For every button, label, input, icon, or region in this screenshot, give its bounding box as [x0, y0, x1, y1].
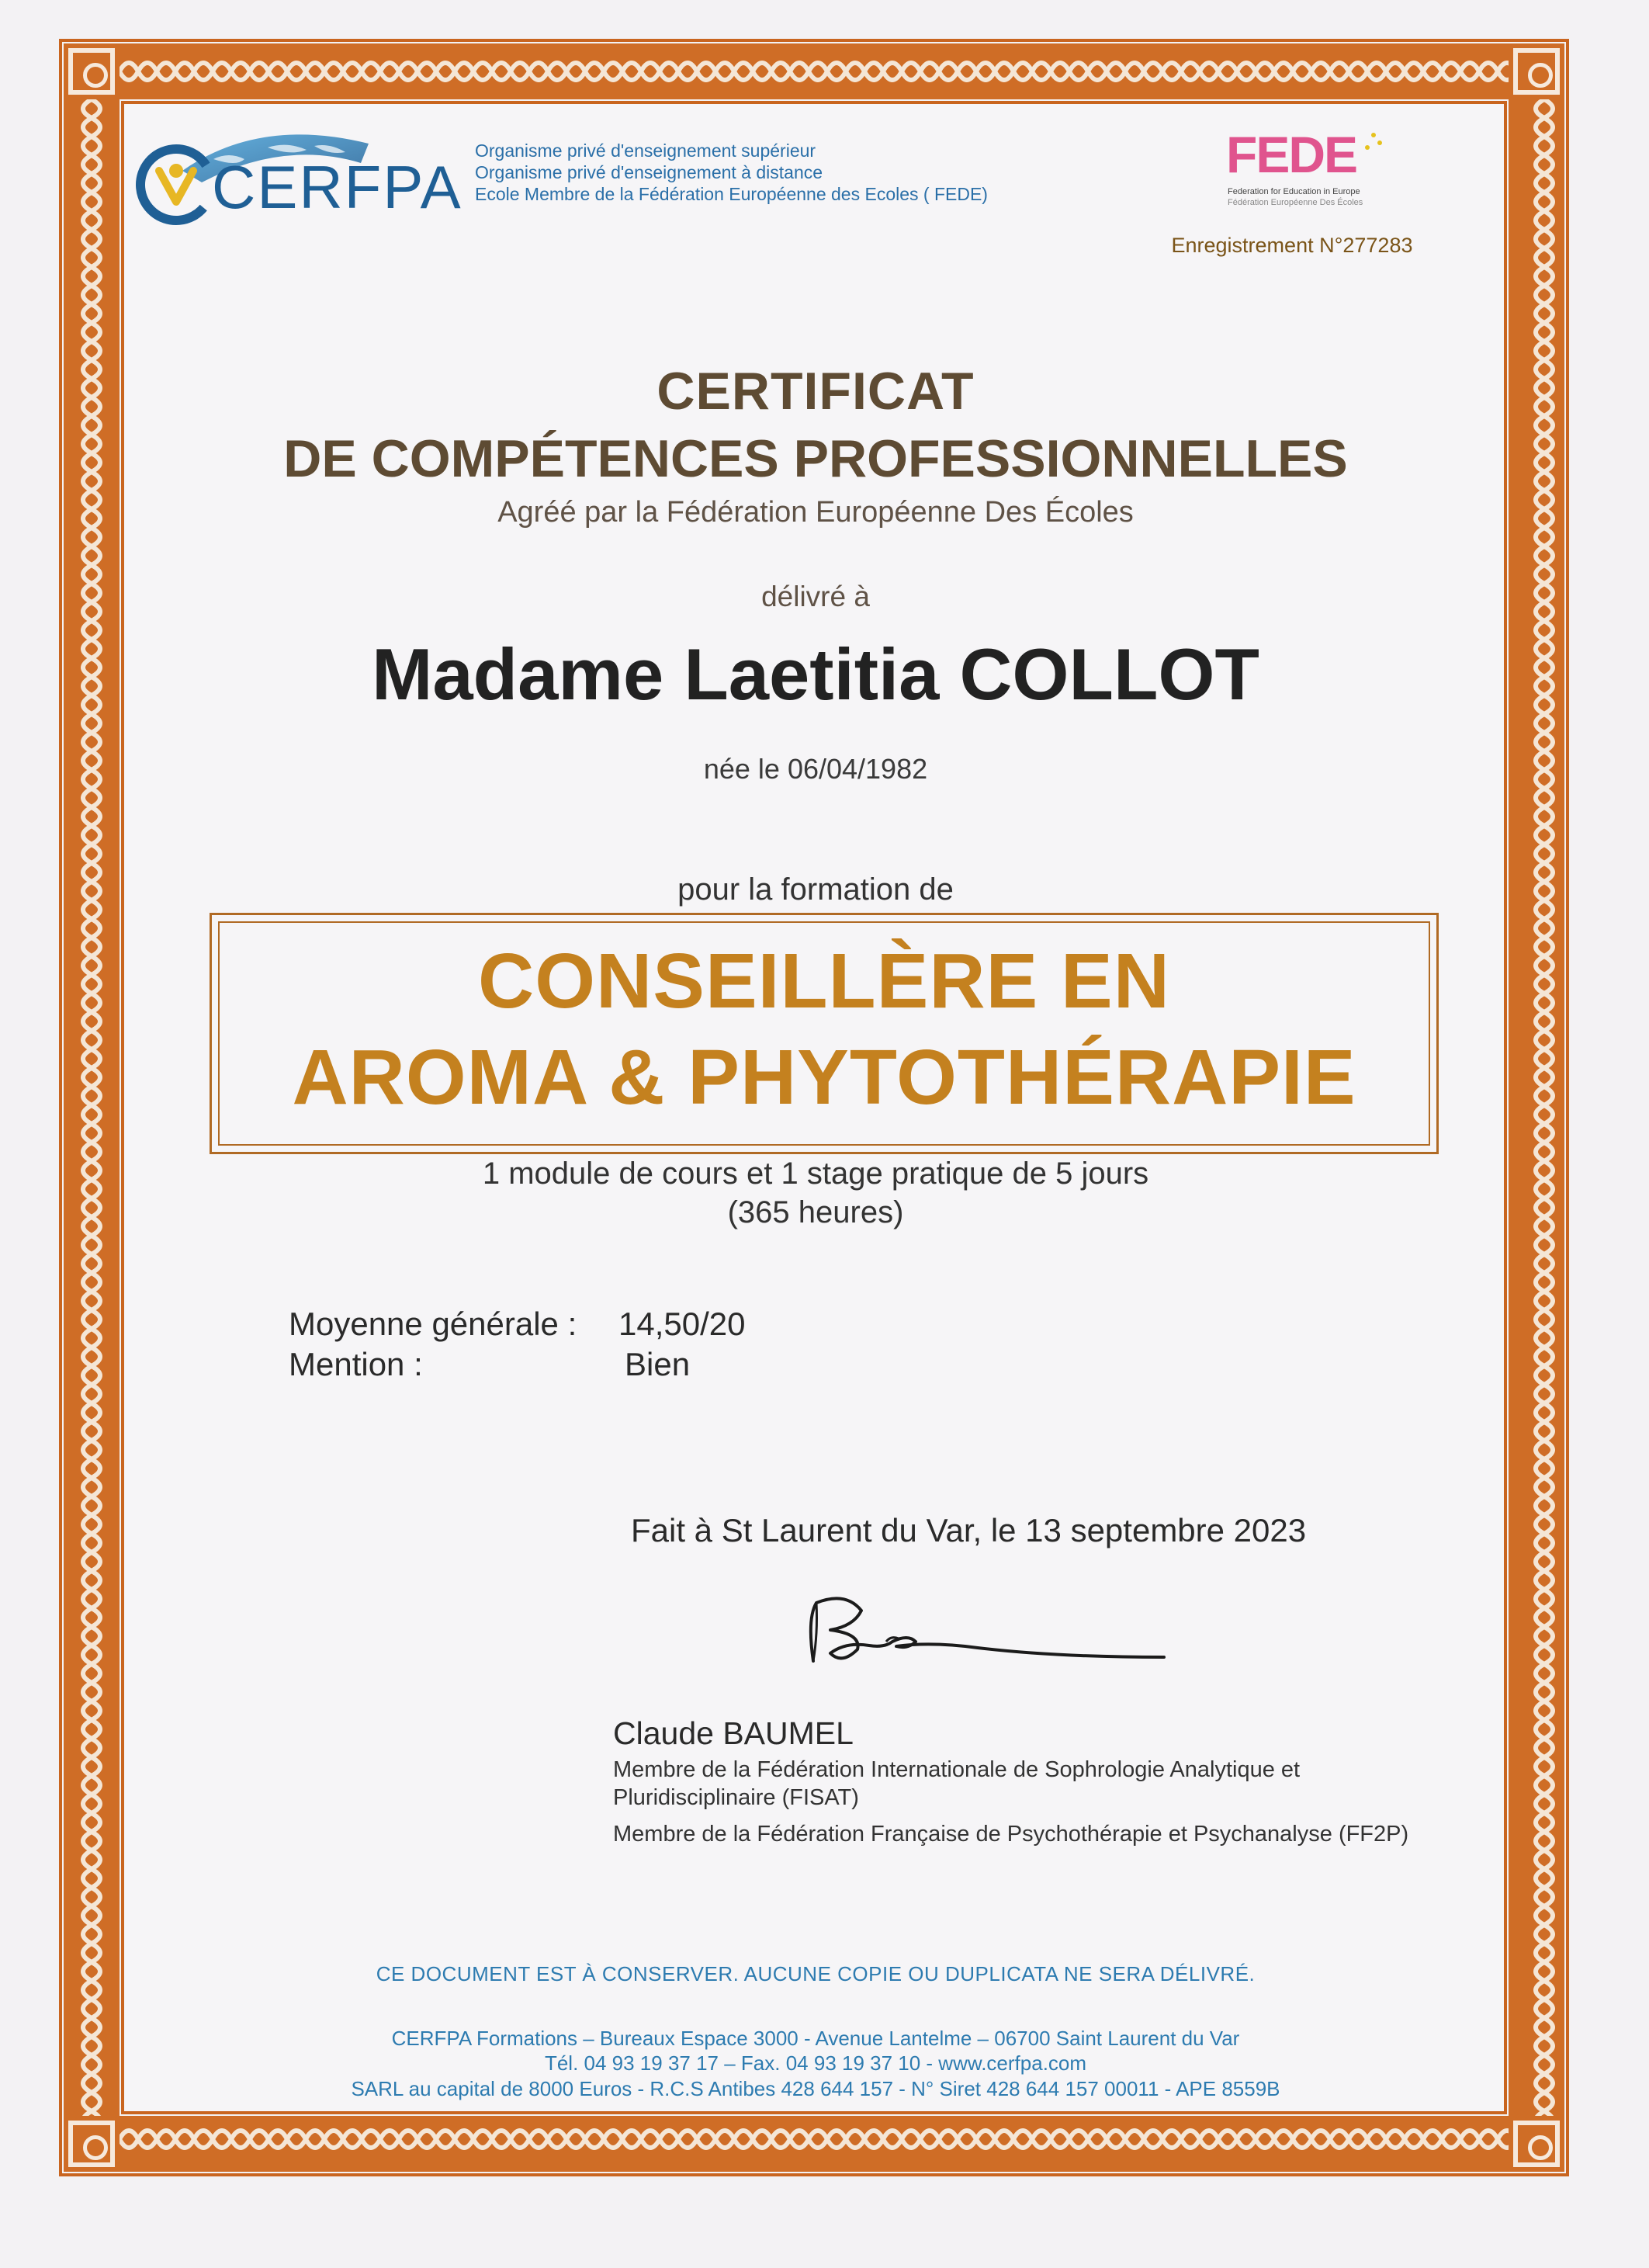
- accreditation-subtitle: Agréé par la Fédération Européenne Des Écoles: [497, 496, 1134, 529]
- signer-affiliation: Pluridisciplinaire (FISAT): [613, 1785, 859, 1810]
- place-and-date: Fait à St Laurent du Var, le 13 septembre 2023: [631, 1512, 1307, 1548]
- school-description-line: Ecole Membre de la Fédération Européenne des Ecoles ( FEDE): [475, 184, 988, 204]
- registration-number: Enregistrement N°277283: [1171, 234, 1413, 257]
- average-label: Moyenne générale :: [289, 1306, 577, 1342]
- cerfpa-logo-text: CERFPA: [212, 153, 462, 221]
- frame-corner-ornament: [68, 2121, 115, 2167]
- footer-address: CERFPA Formations – Bureaux Espace 3000 - Avenue Lantelme – 06700 Saint Laurent du Var: [391, 2027, 1240, 2050]
- training-title-line2: AROMA & PHYTOTHÉRAPIE: [292, 1034, 1356, 1121]
- fede-logo: [1218, 124, 1389, 217]
- signer-name: Claude BAUMEL: [613, 1715, 854, 1751]
- signer-affiliation: Membre de la Fédération Internationale de Sophrologie Analytique et: [613, 1757, 1301, 1782]
- frame-corner-ornament: [1513, 48, 1560, 95]
- conservation-notice: CE DOCUMENT EST À CONSERVER. AUCUNE COPIE OU DUPLICATA NE SERA DÉLIVRÉ.: [376, 1962, 1256, 1985]
- training-title-box: [210, 913, 1439, 1154]
- frame-corner-ornament: [68, 48, 115, 95]
- footer-legal: SARL au capital de 8000 Euros - R.C.S Antibes 428 644 157 - N° Siret 428 644 157 00011 - APE 8559B: [351, 2077, 1280, 2100]
- frame-corner-ornament: [1513, 2121, 1560, 2167]
- training-modules: 1 module de cours et 1 stage pratique de 5 jours: [482, 1157, 1149, 1191]
- delivered-to-label: délivré à: [761, 581, 870, 612]
- training-hours: (365 heures): [727, 1195, 904, 1229]
- certificate-title-line2: DE COMPÉTENCES PROFESSIONNELLES: [283, 429, 1348, 488]
- school-description-line: Organisme privé d'enseignement supérieur: [475, 140, 816, 161]
- cerfpa-logo: [128, 116, 469, 233]
- training-title-line1: CONSEILLÈRE EN: [478, 938, 1170, 1025]
- signer-affiliation: Membre de la Fédération Française de Psychothérapie et Psychanalyse (FF2P): [613, 1822, 1409, 1847]
- recipient-name: Madame Laetitia COLLOT: [372, 633, 1259, 715]
- mention-label: Mention :: [289, 1346, 423, 1382]
- footer-contact: Tél. 04 93 19 37 17 – Fax. 04 93 19 37 10 - www.cerfpa.com: [544, 2051, 1087, 2075]
- certificate-title: CERTIFICAT: [656, 362, 975, 421]
- fede-caption-1: Federation for Education in Europe: [1228, 187, 1360, 196]
- average-value: 14,50/20: [618, 1306, 746, 1342]
- fede-caption-2: Fédération Européenne Des Écoles: [1228, 198, 1363, 207]
- mention-value: Bien: [625, 1346, 691, 1382]
- school-description-line: Organisme privé d'enseignement à distance: [475, 162, 823, 182]
- school-description: [475, 140, 1065, 205]
- training-intro: pour la formation de: [677, 872, 954, 907]
- birth-date: née le 06/04/1982: [703, 753, 928, 785]
- handwritten-signature: [799, 1587, 1172, 1673]
- fede-logo-text: FEDE: [1226, 126, 1357, 183]
